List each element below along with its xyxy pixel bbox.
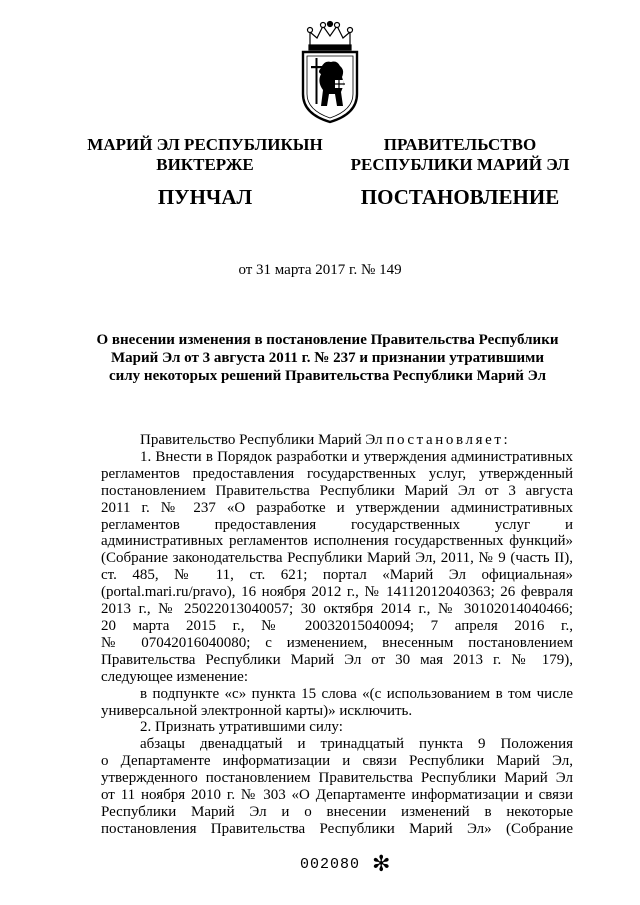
body-line: утвержденного постановлением Правительства Республики Марий Эл <box>101 770 573 787</box>
header-left-line1: МАРИЙ ЭЛ РЕСПУБЛИКЫН <box>87 135 323 154</box>
body-line: в подпункте «с» пункта 15 слова «(с использованием в том числе <box>140 685 573 702</box>
header-left-line2: ВИКТЕРЖЕ <box>156 155 254 174</box>
body-intro <box>101 432 573 449</box>
body-line: Республики Марий Эл и о внесении изменений в некоторые <box>101 803 573 820</box>
header-left-block <box>80 135 330 209</box>
subject-line: Марий Эл от 3 августа 2011 г. № 237 и признании утратившими <box>110 350 545 366</box>
intro-resolves: постановляет: <box>386 432 511 448</box>
body-line: регламентов предоставления государственных услуг и <box>101 516 573 533</box>
document-body <box>101 432 573 838</box>
coat-of-arms-emblem <box>297 20 363 124</box>
subject-line: силу некоторых решений Правительства Республики Марий Эл <box>108 368 547 384</box>
subject-line: О внесении изменения в постановление Правительства Республики <box>96 332 559 348</box>
body-line: о Департаменте информатизации и связи Республики Марий Эл, <box>101 753 573 770</box>
body-line: 1. Внести в Порядок разработки и утверждения административных <box>140 448 573 465</box>
body-line: (Собрание законодательства Республики Марий Эл, 2011, № 9 (часть II), <box>101 550 573 567</box>
body-line: от 11 ноября 2010 г. № 303 «О Департаменте информатизации и связи <box>101 787 573 804</box>
body-line: постановлением Правительства Республики Марий Эл от 3 августа <box>101 482 573 499</box>
body-line: ст. 485, № 11, ст. 621; портал «Марий Эл официальная» <box>101 567 573 584</box>
body-line: 20 марта 2015 г., № 20032015040094; 7 апреля 2016 г., <box>101 617 573 634</box>
body-line: постановления Правительства Республики Марий Эл» (Собрание <box>101 820 573 837</box>
header-right-doc-type: ПОСТАНОВЛЕНИЕ <box>360 185 560 209</box>
header-right-block <box>345 135 575 209</box>
body-line: универсальной электронной карты)» исключить. <box>101 702 413 719</box>
body-line: административных регламентов исполнения государственных функций» <box>101 533 573 550</box>
footer-mark: ✻ <box>372 852 391 877</box>
body-line: 2011 г. № 237 «О разработке и утверждении административных <box>101 499 573 516</box>
body-line: Правительства Республики Марий Эл от 30 мая 2013 г. № 179), <box>101 651 573 668</box>
header-left-doc-type: ПУНЧАЛ <box>157 185 253 209</box>
body-line: № 07042016040080; с изменением, внесенным постановлением <box>101 634 573 651</box>
intro-prefix: Правительство Республики Марий Эл <box>140 432 387 448</box>
header-right-line1: ПРАВИТЕЛЬСТВО <box>383 135 537 154</box>
body-line: 2. Признать утратившими силу: <box>140 719 343 736</box>
body-line: следующее изменение: <box>101 668 249 685</box>
document-subject <box>95 331 560 385</box>
body-line: регламентов предоставления государственных услуг, утвержденный <box>101 465 573 482</box>
serial-number: 002080 <box>300 856 361 873</box>
header-right-line2: РЕСПУБЛИКИ МАРИЙ ЭЛ <box>350 155 570 174</box>
body-line: (portal.mari.ru/pravo), 16 ноября 2012 г., № 14112012040363; 26 февраля <box>101 584 573 601</box>
body-line: 2013 г., № 25022013040057; 30 октября 2014 г., № 30102014040466; <box>101 601 573 618</box>
document-date-number: от 31 марта 2017 г. № 149 <box>238 262 402 278</box>
body-line: абзацы двенадцатый и тринадцатый пункта 9 Положения <box>140 736 573 753</box>
